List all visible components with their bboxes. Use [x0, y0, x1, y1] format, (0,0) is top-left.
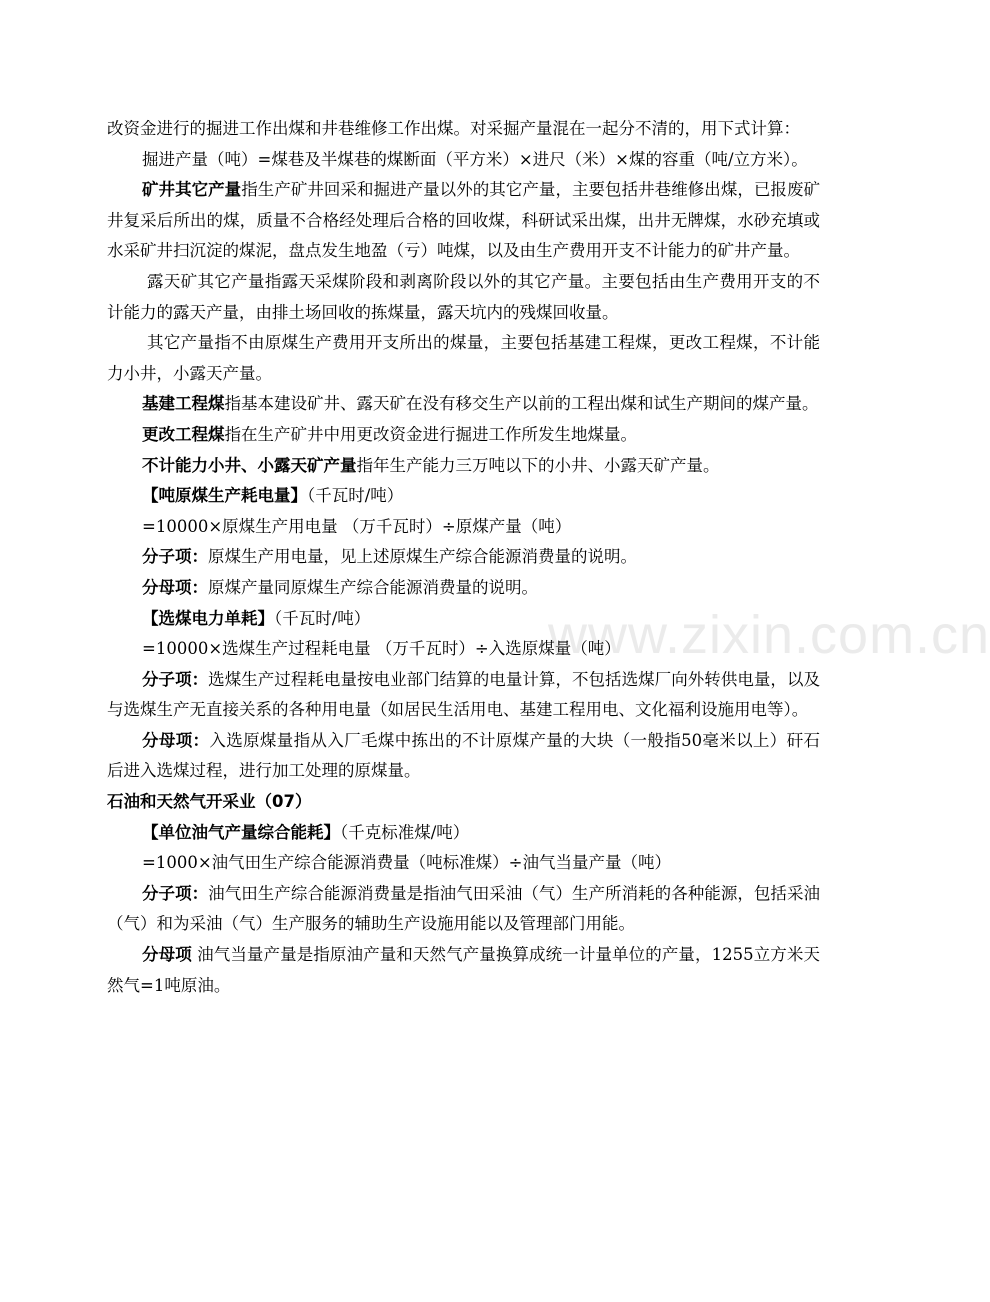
formula-excavation-output: 掘进产量（吨）=煤巷及半煤巷的煤断面（平方米）×进尺（米）×煤的容重（吨/立方米）。	[142, 149, 808, 169]
indicator-unit: （千克标准煤/吨）	[340, 822, 470, 842]
indicator-unit: （千瓦时/吨）	[274, 608, 371, 628]
indicator-unit: （千瓦时/吨）	[307, 486, 404, 506]
term-mine-other-output: 矿井其它产量	[142, 180, 242, 200]
watermark: www.zixin.com.cn	[548, 605, 990, 665]
formula-coal-power: =10000×原煤生产用电量 （万千瓦时）÷原煤产量（吨）	[142, 516, 572, 536]
formula-oil-gas-energy: =1000×油气田生产综合能源消费量（吨标准煤）÷油气当量产量（吨）	[142, 853, 671, 873]
term-renovation-coal: 更改工程煤	[142, 424, 225, 444]
denominator-label: 分母项：	[142, 577, 208, 597]
numerator-label: 分子项：	[142, 883, 209, 903]
paragraph-other-output: 其它产量指不由原煤生产费用开支所出的煤量，主要包括基建工程煤，更改工程煤，不计能力小井，小露天产量。	[107, 333, 820, 383]
paragraph-capital-construction-coal	[107, 389, 820, 420]
paragraph-open-pit-other-output: 露天矿其它产量指露天采煤阶段和剥离阶段以外的其它产量。主要包括由生产费用开支的不计能力的露天产量，由排土场回收的拣煤量，露天坑内的残煤回收量。	[107, 271, 820, 322]
document-body	[107, 114, 820, 1001]
indicator-title-oil-gas-energy	[107, 818, 820, 849]
indicator-title-washing-power	[107, 604, 820, 635]
paragraph-small-mines	[107, 451, 820, 482]
denominator-washing-power	[107, 726, 820, 787]
numerator-label: 分子项：	[142, 669, 209, 689]
definition-text: 指生产矿井回采和掘进产量以外的其它产量，主要包括井巷维修出煤，已报废矿井复采后所出的煤，质量不合格经处理后合格的回收煤，科研试采出煤，出井无牌煤，水砂充填或水采矿井扫沉淀的煤泥，盘点发生地盈（亏）吨煤，以及由生产费用开支不计能力的矿井产量。	[107, 180, 821, 261]
denominator-label: 分母项	[142, 945, 192, 965]
section-heading-oil-gas: 石油和天然气开采业（07）	[107, 792, 312, 812]
formula-washing-power: =10000×选煤生产过程耗电量 （万千瓦时）÷入选原煤量（吨）	[142, 639, 621, 659]
paragraph-1: 改资金进行的掘进工作出煤和井巷维修工作出煤。对采掘产量混在一起分不清的，用下式计算：	[107, 119, 800, 138]
numerator-coal-power	[107, 542, 820, 573]
numerator-oil-gas-energy	[107, 879, 820, 940]
numerator-label: 分子项：	[142, 547, 208, 567]
indicator-name: 【吨原煤生产耗电量】	[142, 486, 307, 506]
term-small-mines: 不计能力小井、小露天矿产量	[142, 455, 357, 475]
definition-text: 指基本建设矿井、露天矿在没有移交生产以前的工程出煤和试生产期间的煤产量。	[224, 394, 819, 414]
numerator-text: 油气田生产综合能源消费量是指油气田采油（气）生产所消耗的各种能源，包括采油（气）和为采油（气）生产服务的辅助生产设施用能以及管理部门用能。	[107, 883, 821, 934]
definition-text: 指年生产能力三万吨以下的小井、小露天矿产量。	[356, 455, 720, 475]
indicator-name: 【选煤电力单耗】	[142, 608, 274, 628]
indicator-name: 【单位油气产量综合能耗】	[142, 822, 340, 842]
term-capital-construction-coal: 基建工程煤	[142, 394, 225, 414]
indicator-title-coal-power	[107, 481, 820, 512]
denominator-text: 油气当量产量是指原油产量和天然气产量换算成统一计量单位的产量，1255立方米天然气=1吨原油。	[107, 945, 820, 995]
numerator-washing-power	[107, 665, 820, 726]
numerator-text: 原煤生产用电量，见上述原煤生产综合能源消费量的说明。	[208, 547, 637, 567]
denominator-text: 原煤产量同原煤生产综合能源消费量的说明。	[208, 577, 538, 597]
numerator-text: 选煤生产过程耗电量按电业部门结算的电量计算，不包括选煤厂向外转供电量，以及与选煤生产无直接关系的各种用电量（如居民生活用电、基建工程用电、文化福利设施用电等）。	[107, 669, 821, 720]
denominator-label: 分母项：	[142, 730, 210, 750]
paragraph-mine-other-output	[107, 175, 820, 267]
denominator-oil-gas-energy	[107, 940, 820, 1001]
paragraph-renovation-coal	[107, 420, 820, 451]
denominator-text: 入选原煤量指从入厂毛煤中拣出的不计原煤产量的大块（一般指50毫米以上）矸石后进入选煤过程，进行加工处理的原煤量。	[107, 730, 821, 781]
definition-text: 指在生产矿井中用更改资金进行掘进工作所发生地煤量。	[224, 424, 637, 444]
denominator-coal-power	[107, 573, 820, 604]
